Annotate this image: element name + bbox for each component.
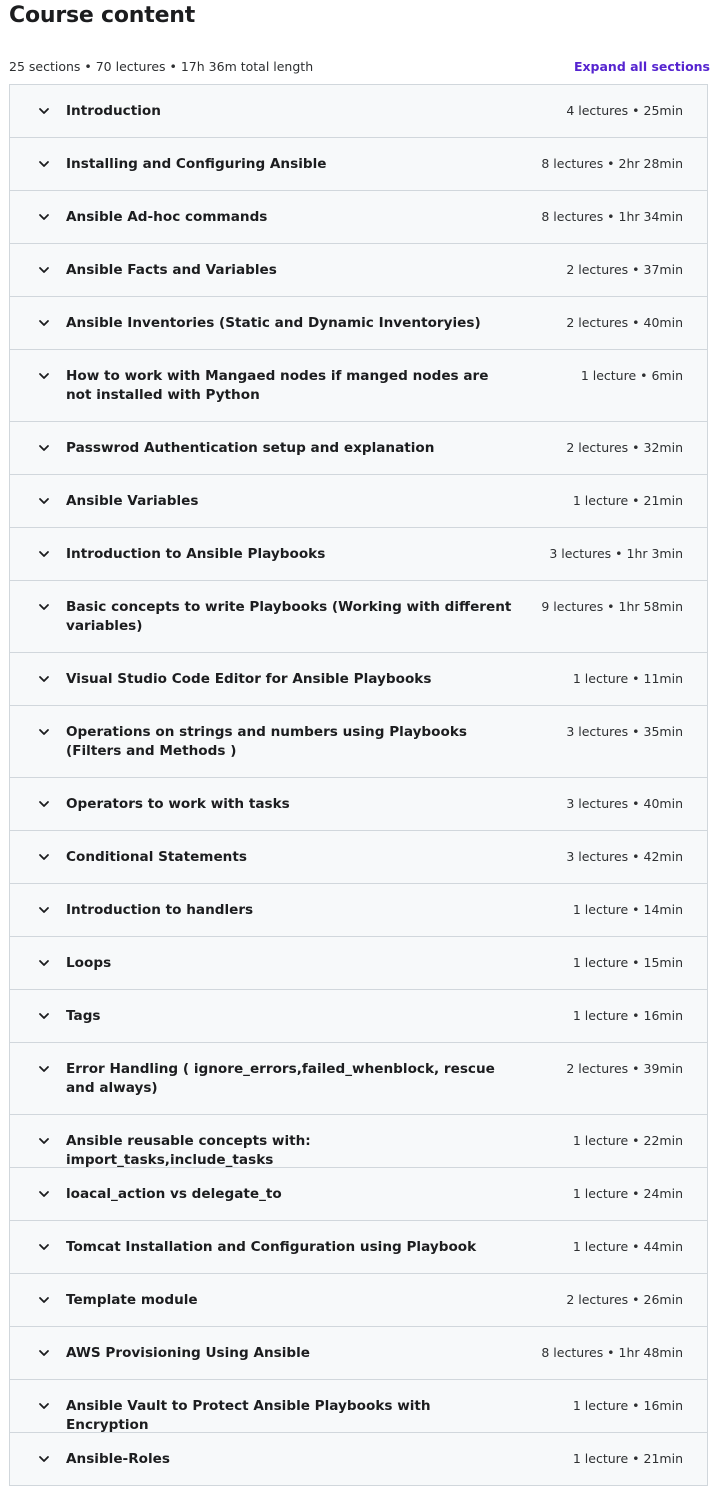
chevron-down-icon — [37, 956, 51, 970]
course-summary-row — [9, 56, 710, 76]
section-row[interactable] — [10, 778, 707, 831]
section-title: Tags — [66, 1008, 101, 1024]
section-row[interactable] — [10, 1274, 707, 1327]
section-meta: 1 lecture • 24min — [572, 1186, 683, 1201]
section-row[interactable] — [10, 191, 707, 244]
section-row[interactable] — [10, 422, 707, 475]
section-title: loacal_action vs delegate_to — [66, 1186, 282, 1202]
section-meta: 3 lectures • 35min — [566, 724, 683, 739]
section-title: Operators to work with tasks — [66, 796, 290, 812]
chevron-down-icon — [37, 1187, 51, 1201]
section-title: Ansible Ad-hoc commands — [66, 209, 268, 225]
course-summary: 25 sections • 70 lectures • 17h 36m total length — [9, 58, 314, 74]
chevron-down-icon — [37, 672, 51, 686]
section-title: Introduction to Ansible Playbooks — [66, 546, 326, 562]
section-row[interactable] — [10, 85, 707, 138]
section-title: Basic concepts to write Playbooks (Working with different variables) — [66, 599, 512, 634]
section-meta: 3 lectures • 40min — [566, 796, 683, 811]
section-meta: 1 lecture • 15min — [572, 955, 683, 970]
chevron-down-icon — [37, 600, 51, 614]
chevron-down-icon — [37, 157, 51, 171]
section-meta: 1 lecture • 22min — [572, 1133, 683, 1148]
section-title: Ansible Variables — [66, 493, 199, 509]
section-meta: 1 lecture • 6min — [580, 368, 683, 383]
chevron-down-icon — [37, 1293, 51, 1307]
section-row[interactable] — [10, 884, 707, 937]
chevron-down-icon — [37, 797, 51, 811]
section-row[interactable] — [10, 1433, 707, 1486]
section-title: Introduction to handlers — [66, 902, 254, 918]
chevron-down-icon — [37, 494, 51, 508]
section-row[interactable] — [10, 1115, 707, 1168]
chevron-down-icon — [37, 1346, 51, 1360]
section-meta: 1 lecture • 14min — [572, 902, 683, 917]
section-meta: 1 lecture • 21min — [572, 493, 683, 508]
section-row[interactable] — [10, 706, 707, 778]
section-row[interactable] — [10, 1327, 707, 1380]
chevron-down-icon — [37, 316, 51, 330]
chevron-down-icon — [37, 104, 51, 118]
section-meta: 8 lectures • 1hr 48min — [541, 1345, 683, 1360]
chevron-down-icon — [37, 1399, 51, 1413]
section-meta: 2 lectures • 37min — [566, 262, 683, 277]
section-meta: 2 lectures • 39min — [566, 1061, 683, 1076]
chevron-down-icon — [37, 1452, 51, 1466]
section-title: Ansible-Roles — [66, 1451, 170, 1467]
chevron-down-icon — [37, 441, 51, 455]
section-meta: 1 lecture • 44min — [572, 1239, 683, 1254]
section-title: Conditional Statements — [66, 849, 247, 865]
chevron-down-icon — [37, 1062, 51, 1076]
section-row[interactable] — [10, 831, 707, 884]
section-title: Visual Studio Code Editor for Ansible Playbooks — [66, 671, 432, 687]
section-meta: 2 lectures • 32min — [566, 440, 683, 455]
section-meta: 1 lecture • 21min — [572, 1451, 683, 1466]
section-meta: 1 lecture • 11min — [572, 671, 683, 686]
chevron-down-icon — [37, 850, 51, 864]
section-row[interactable] — [10, 937, 707, 990]
section-row[interactable] — [10, 1380, 707, 1433]
expand-all-sections-button[interactable]: Expand all sections — [573, 58, 710, 74]
section-row[interactable] — [10, 1043, 707, 1115]
section-meta: 8 lectures • 1hr 34min — [541, 209, 683, 224]
section-title: Ansible Vault to Protect Ansible Playbooks with Encryption — [66, 1398, 431, 1433]
section-title: Tomcat Installation and Configuration using Playbook — [66, 1239, 477, 1255]
section-meta: 2 lectures • 26min — [566, 1292, 683, 1307]
section-meta: 2 lectures • 40min — [566, 315, 683, 330]
section-list — [9, 84, 708, 1486]
section-row[interactable] — [10, 297, 707, 350]
section-title: Ansible Facts and Variables — [66, 262, 277, 278]
section-title: AWS Provisioning Using Ansible — [66, 1345, 311, 1361]
chevron-down-icon — [37, 1134, 51, 1148]
chevron-down-icon — [37, 369, 51, 383]
chevron-down-icon — [37, 725, 51, 739]
section-row[interactable] — [10, 244, 707, 297]
chevron-down-icon — [37, 1009, 51, 1023]
section-title: Loops — [66, 955, 112, 971]
chevron-down-icon — [37, 1240, 51, 1254]
chevron-down-icon — [37, 210, 51, 224]
section-row[interactable] — [10, 653, 707, 706]
section-row[interactable] — [10, 350, 707, 422]
section-title: Error Handling ( ignore_errors,failed_whenblock, rescue and always) — [66, 1061, 495, 1096]
section-title: Ansible reusable concepts with: import_tasks,include_tasks — [66, 1133, 311, 1168]
section-meta: 9 lectures • 1hr 58min — [541, 599, 683, 614]
section-row[interactable] — [10, 475, 707, 528]
section-title: How to work with Mangaed nodes if manged nodes are not installed with Python — [66, 368, 489, 403]
section-meta: 3 lectures • 1hr 3min — [549, 546, 683, 561]
section-row[interactable] — [10, 138, 707, 191]
section-row[interactable] — [10, 1221, 707, 1274]
chevron-down-icon — [37, 547, 51, 561]
section-row[interactable] — [10, 990, 707, 1043]
section-title: Ansible Inventories (Static and Dynamic Inventoryies) — [66, 315, 481, 331]
section-row[interactable] — [10, 1168, 707, 1221]
section-meta: 1 lecture • 16min — [572, 1008, 683, 1023]
section-title: Operations on strings and numbers using Playbooks (Filters and Methods ) — [66, 724, 467, 759]
section-meta: 8 lectures • 2hr 28min — [541, 156, 683, 171]
chevron-down-icon — [37, 263, 51, 277]
section-row[interactable] — [10, 581, 707, 653]
section-meta: 1 lecture • 16min — [572, 1398, 683, 1413]
section-title: Template module — [66, 1292, 198, 1308]
section-row[interactable] — [10, 528, 707, 581]
section-meta: 3 lectures • 42min — [566, 849, 683, 864]
section-title: Installing and Configuring Ansible — [66, 156, 327, 172]
chevron-down-icon — [37, 903, 51, 917]
section-title: Passwrod Authentication setup and explanation — [66, 440, 435, 456]
section-meta: 4 lectures • 25min — [566, 103, 683, 118]
page-title: Course content — [9, 3, 196, 28]
section-title: Introduction — [66, 103, 161, 119]
